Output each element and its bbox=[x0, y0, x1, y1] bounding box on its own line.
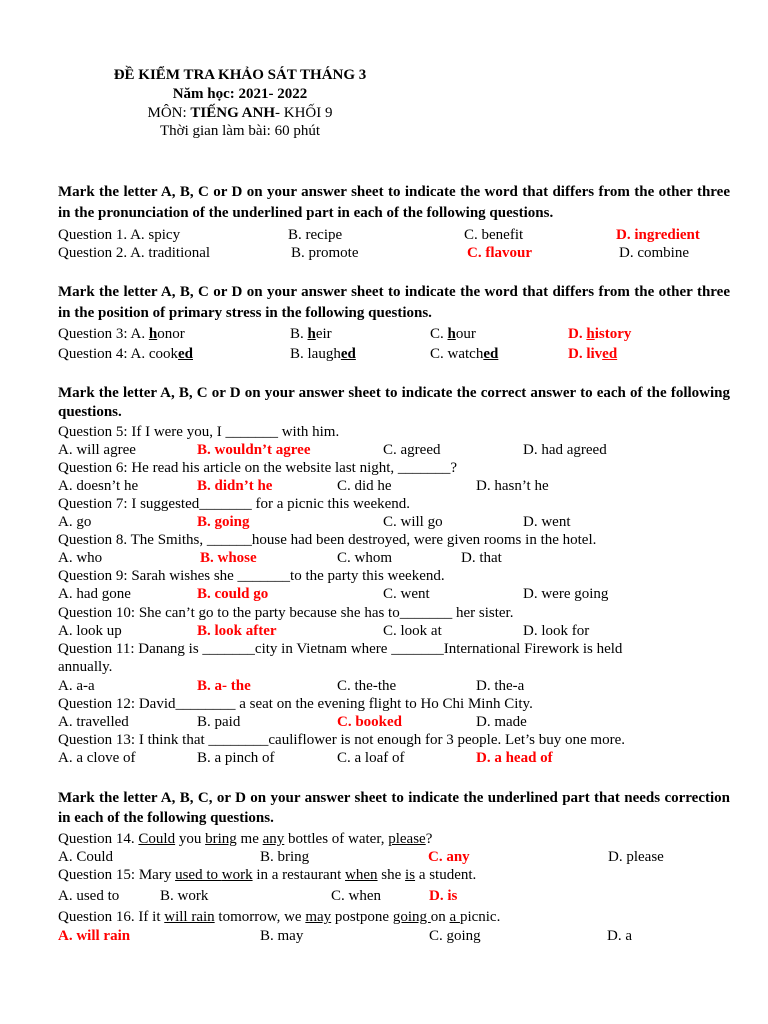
q3-a-underlined: h bbox=[148, 326, 158, 342]
section-1-instruction: Mark the letter A, B, C or D on your answer sheet to indicate the word that differs from the other three in the pronunciation of the underlined part in each of the following questions. bbox=[58, 184, 730, 221]
q8-option-b: B. whose bbox=[200, 550, 257, 566]
q4-b-underlined: ed bbox=[340, 346, 356, 362]
question-7: Question 7: I suggested_______ for a picnic this weekend. bbox=[58, 496, 411, 512]
q13-option-a: A. a clove of bbox=[58, 750, 136, 766]
q14-option-a: A. Could bbox=[58, 849, 114, 865]
question-11: Question 11: Danang is _______city in Vietnam where _______International Firework is held bbox=[58, 641, 623, 657]
q4-a-underlined: ed bbox=[178, 346, 193, 362]
q15-p4: a student. bbox=[415, 867, 477, 883]
q16-p3: on bbox=[430, 909, 450, 925]
q14-u4: please bbox=[388, 831, 426, 847]
q9-option-d: D. were going bbox=[523, 586, 609, 602]
q2-option-d: D. combine bbox=[619, 245, 689, 261]
q14-p3: bottles of water, bbox=[284, 831, 389, 847]
q4-c-pre: C. watch bbox=[430, 346, 484, 362]
school-year-text: Năm học: 2021- 2022 bbox=[172, 86, 308, 102]
q15-u3: when bbox=[345, 867, 378, 883]
section-4-instruction: Mark the letter A, B, C, or D on your answer sheet to indicate the underlined part that needs correction in each of the following questions. bbox=[58, 790, 730, 826]
q16-option-a: A. will rain bbox=[58, 928, 131, 944]
q3-option-c bbox=[430, 325, 476, 343]
q1-option-c: C. benefit bbox=[464, 227, 524, 243]
q5-option-a: A. will agree bbox=[58, 442, 136, 458]
q9-option-a: A. had gone bbox=[58, 586, 131, 602]
question-11-cont: annually. bbox=[58, 659, 113, 675]
q5-option-d: D. had agreed bbox=[523, 442, 607, 458]
subject-name: TIẾNG ANH bbox=[190, 105, 276, 121]
q10-option-d: D. look for bbox=[523, 623, 590, 639]
q4-option-c bbox=[430, 345, 498, 363]
q3-option-b bbox=[290, 325, 332, 343]
title-line: ĐỀ KIỂM TRA KHẢO SÁT THÁNG 3 bbox=[113, 67, 367, 83]
question-3 bbox=[58, 325, 185, 343]
q13-option-d: D. a head of bbox=[476, 750, 553, 766]
q2-option-b: B. promote bbox=[291, 245, 359, 261]
question-14 bbox=[58, 830, 432, 848]
q16-u3: going bbox=[392, 909, 431, 925]
q15-option-c: C. when bbox=[331, 888, 381, 904]
q3-d-underlined: h bbox=[586, 326, 595, 342]
q6-option-b: B. didn’t he bbox=[197, 478, 273, 494]
q14-option-d: D. please bbox=[608, 849, 664, 865]
q7-option-b: B. going bbox=[197, 514, 250, 530]
q1-option-d: D. ingredient bbox=[616, 227, 700, 243]
q11-option-b: B. a- the bbox=[197, 678, 251, 694]
q9-option-b: B. could go bbox=[197, 586, 269, 602]
exam-title bbox=[90, 66, 390, 85]
q16-u4: a bbox=[449, 909, 460, 925]
q12-option-b: B. paid bbox=[197, 714, 241, 730]
q3-d-pre: D. bbox=[568, 326, 587, 342]
q16-u2: may bbox=[305, 909, 332, 925]
q4-option-b bbox=[290, 345, 356, 363]
q4-c-underlined: ed bbox=[483, 346, 499, 362]
q12-option-a: A. travelled bbox=[58, 714, 129, 730]
question-5: Question 5: If I were you, I _______ with him. bbox=[58, 424, 340, 440]
question-6: Question 6: He read his article on the website last night, _______? bbox=[58, 460, 458, 476]
q14-p0: Question 14. bbox=[58, 831, 139, 847]
q4-b-pre: B. laugh bbox=[290, 346, 341, 362]
q16-option-c: C. going bbox=[429, 928, 481, 944]
q15-u1: used to bbox=[175, 867, 222, 883]
question-2: Question 2. A. traditional bbox=[58, 245, 211, 261]
q2-option-c: C. flavour bbox=[467, 245, 532, 261]
section-3-instruction: Mark the letter A, B, C or D on your answer sheet to indicate the correct answer to each of the following questions. bbox=[58, 385, 730, 420]
q13-option-b: B. a pinch of bbox=[197, 750, 275, 766]
q3-c-underlined: h bbox=[447, 326, 456, 342]
q4-d-pre: D. liv bbox=[568, 346, 603, 362]
question-9: Question 9: Sarah wishes she _______to the party this weekend. bbox=[58, 568, 445, 584]
q6-option-a: A. doesn’t he bbox=[58, 478, 139, 494]
question-8: Question 8. The Smiths, ______house had been destroyed, were given rooms in the hotel. bbox=[58, 532, 597, 548]
question-10: Question 10: She can’t go to the party because she has to_______ her sister. bbox=[58, 605, 514, 621]
q15-u2: work bbox=[221, 867, 253, 883]
q3-stem: Question 3: A. bbox=[58, 326, 149, 342]
q16-p4: picnic. bbox=[459, 909, 501, 925]
question-15 bbox=[58, 866, 476, 884]
q16-p0: Question 16. If it bbox=[58, 909, 165, 925]
q8-option-c: C. whom bbox=[337, 550, 393, 566]
question-4 bbox=[58, 345, 193, 363]
q3-c-rest: our bbox=[455, 326, 476, 342]
q15-u4: is bbox=[405, 867, 416, 883]
subject-suffix: - KHỐI 9 bbox=[275, 105, 333, 121]
q14-p1: you bbox=[175, 831, 206, 847]
subject-line bbox=[90, 104, 390, 123]
q15-option-b: B. work bbox=[160, 888, 209, 904]
q16-u1: will rain bbox=[164, 909, 215, 925]
question-12: Question 12: David________ a seat on the evening flight to Ho Chi Minh City. bbox=[58, 696, 533, 712]
q3-d-rest: istory bbox=[594, 326, 632, 342]
q7-option-d: D. went bbox=[523, 514, 571, 530]
q10-option-b: B. look after bbox=[197, 623, 277, 639]
q14-p2: me bbox=[236, 831, 263, 847]
q11-option-a: A. a-a bbox=[58, 678, 95, 694]
q3-b-pre: B. bbox=[290, 326, 308, 342]
q14-option-c: C. any bbox=[428, 849, 470, 865]
q14-u3: any bbox=[262, 831, 285, 847]
q8-option-a: A. who bbox=[58, 550, 103, 566]
q8-option-d: D. that bbox=[461, 550, 502, 566]
subject-prefix: MÔN: bbox=[147, 105, 191, 121]
q15-p0: Question 15: Mary bbox=[58, 867, 176, 883]
q7-option-a: A. go bbox=[58, 514, 92, 530]
q11-option-d: D. the-a bbox=[476, 678, 525, 694]
q16-option-b: B. may bbox=[260, 928, 304, 944]
question-13: Question 13: I think that ________cauliflower is not enough for 3 people. Let’s buy one more. bbox=[58, 732, 625, 748]
time-text: Thời gian làm bài: 60 phút bbox=[160, 123, 320, 139]
q4-d-underlined: ed bbox=[602, 346, 618, 362]
q15-option-d: D. is bbox=[429, 888, 458, 904]
q14-u1: Could bbox=[138, 831, 176, 847]
q12-option-c: C. booked bbox=[337, 714, 403, 730]
q15-p2: in a restaurant bbox=[252, 867, 346, 883]
q10-option-a: A. look up bbox=[58, 623, 122, 639]
section-2-instruction: Mark the letter A, B, C or D on your answer sheet to indicate the word that differs from the other three in the position of primary stress in the following questions. bbox=[58, 284, 730, 321]
q11-option-c: C. the-the bbox=[337, 678, 397, 694]
q6-option-d: D. hasn’t he bbox=[476, 478, 549, 494]
q3-c-pre: C. bbox=[430, 326, 448, 342]
q16-option-d: D. a bbox=[607, 928, 632, 944]
q3-a-rest: onor bbox=[157, 326, 185, 342]
subject-text bbox=[90, 104, 390, 123]
q9-option-c: C. went bbox=[383, 586, 430, 602]
q3-option-d bbox=[568, 325, 631, 343]
question-16 bbox=[58, 908, 500, 926]
q15-option-a: A. used to bbox=[58, 888, 120, 904]
q15-p3: she bbox=[377, 867, 406, 883]
q13-option-c: C. a loaf of bbox=[337, 750, 405, 766]
q14-u2: bring bbox=[205, 831, 237, 847]
school-year bbox=[90, 85, 390, 104]
q1-option-b: B. recipe bbox=[288, 227, 343, 243]
q14-option-b: B. bring bbox=[260, 849, 310, 865]
q6-option-c: C. did he bbox=[337, 478, 392, 494]
q3-b-rest: eir bbox=[315, 326, 332, 342]
q4-stem: Question 4: A. cook bbox=[58, 346, 178, 362]
q3-b-underlined: h bbox=[307, 326, 316, 342]
q4-option-d bbox=[568, 345, 617, 363]
q5-option-c: C. agreed bbox=[383, 442, 441, 458]
q14-p4: ? bbox=[425, 831, 433, 847]
q16-p1: tomorrow, we bbox=[214, 909, 306, 925]
q7-option-c: C. will go bbox=[383, 514, 443, 530]
q10-option-c: C. look at bbox=[383, 623, 442, 639]
time-line bbox=[90, 122, 390, 141]
q16-p2: postpone bbox=[331, 909, 393, 925]
q12-option-d: D. made bbox=[476, 714, 527, 730]
q5-option-b: B. wouldn’t agree bbox=[197, 442, 311, 458]
question-1: Question 1. A. spicy bbox=[58, 227, 181, 243]
